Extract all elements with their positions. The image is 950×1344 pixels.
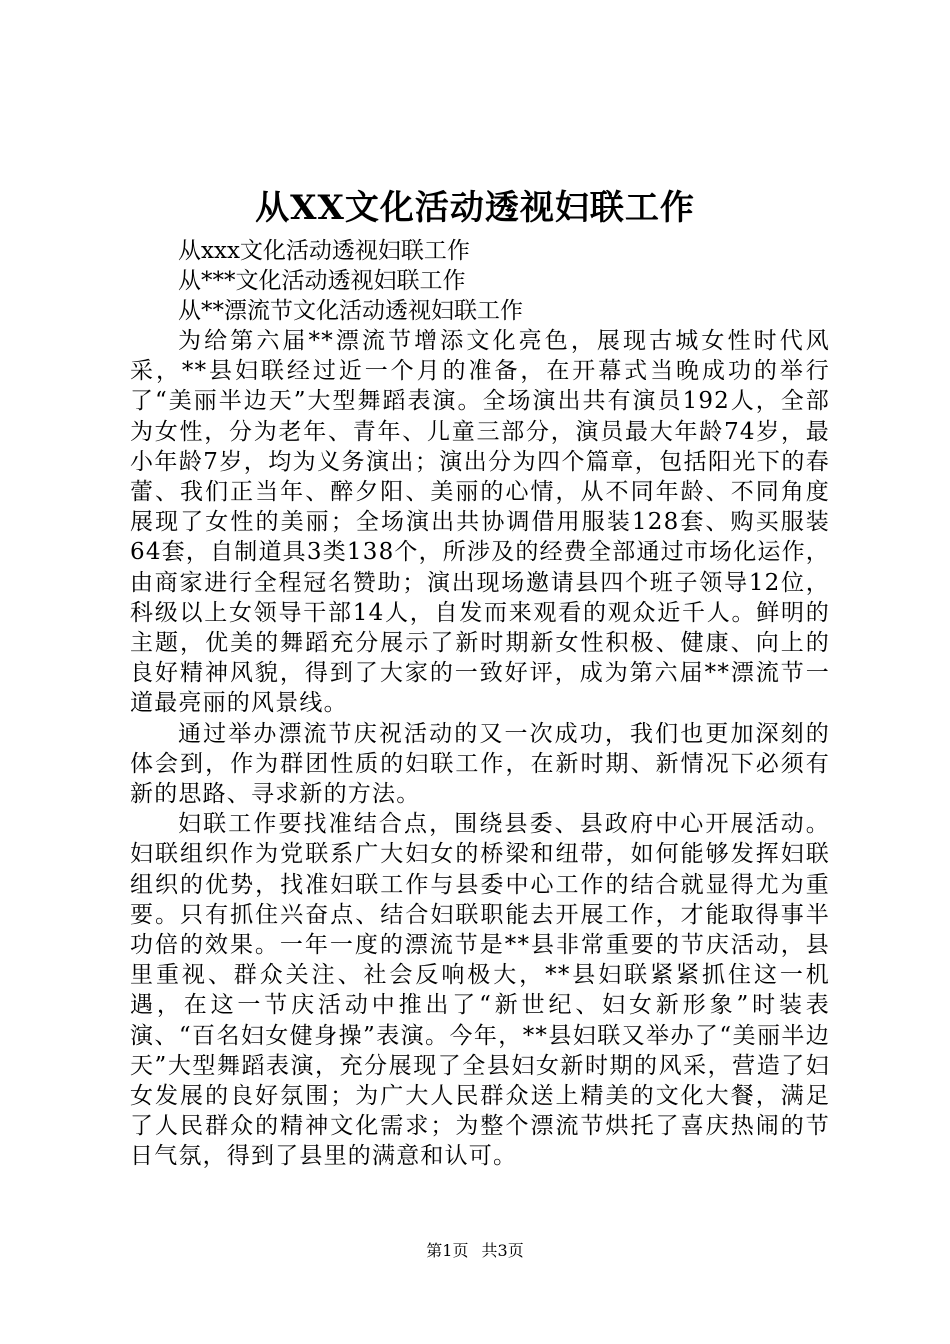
body-paragraph: 通过举办漂流节庆祝活动的又一次成功，我们也更加深刻的体会到，作为群团性质的妇联工作，在新时期、新情况下必须有新的思路、寻求新的方法。 [130, 720, 830, 808]
subtitle-line: 从***文化活动透视妇联工作 [178, 268, 466, 294]
document-title: 从XX文化活动透视妇联工作 [255, 188, 695, 228]
document-body [130, 236, 830, 1172]
body-paragraph: 妇联工作要找准结合点，围绕县委、县政府中心开展活动。妇联组织作为党联系广大妇女的桥梁和纽带，如何能够发挥妇联组织的优势，找准妇联工作与县委中心工作的结合就显得尤为重要。只有抓住兴奋点、结合妇联职能去开展工作，才能取得事半功倍的效果。一年一度的漂流节是**县非常重要的节庆活动，县里重视、群众关注、社会反响极大，**县妇联紧紧抓住这一机遇，在这一节庆活动中推出了“新世纪、妇女新形象”时装表演、“百名妇女健身操”表演。今年，**县妇联又举办了“美丽半边天”大型舞蹈表演，充分展现了全县妇女新时期的风采，营造了妇女发展的良好氛围；为广大人民群众送上精美的文化大餐，满足了人民群众的精神文化需求；为整个漂流节烘托了喜庆热闹的节日气氛，得到了县里的满意和认可。 [130, 811, 830, 1170]
subtitle-line: 从**漂流节文化活动透视妇联工作 [178, 298, 523, 324]
page-number-total: 共3页 [481, 1241, 524, 1260]
subtitle-line: 从xxx文化活动透视妇联工作 [178, 238, 470, 264]
page-footer [0, 1240, 950, 1262]
page-number-current: 第1页 [426, 1241, 469, 1260]
body-paragraph: 为给第六届**漂流节增添文化亮色，展现古城女性时代风采，**县妇联经过近一个月的准备，在开幕式当晚成功的举行了“美丽半边天”大型舞蹈表演。全场演出共有演员192人，全部为女性，分为老年、青年、儿童三部分，演员最大年龄74岁，最小年龄7岁，均为义务演出；演出分为四个篇章，包括阳光下的春蕾、我们正当年、醉夕阳、美丽的心情，从不同年龄、不同角度展现了女性的美丽；全场演出共协调借用服装128套、购买服装64套，自制道具3类138个，所涉及的经费全部通过市场化运作，由商家进行全程冠名赞助；演出现场邀请县四个班子领导12位，科级以上女领导干部14人，自发而来观看的观众近千人。鲜明的主题，优美的舞蹈充分展示了新时期新女性积极、健康、向上的良好精神风貌，得到了大家的一致好评，成为第六届**漂流节一道最亮丽的风景线。 [130, 328, 830, 717]
